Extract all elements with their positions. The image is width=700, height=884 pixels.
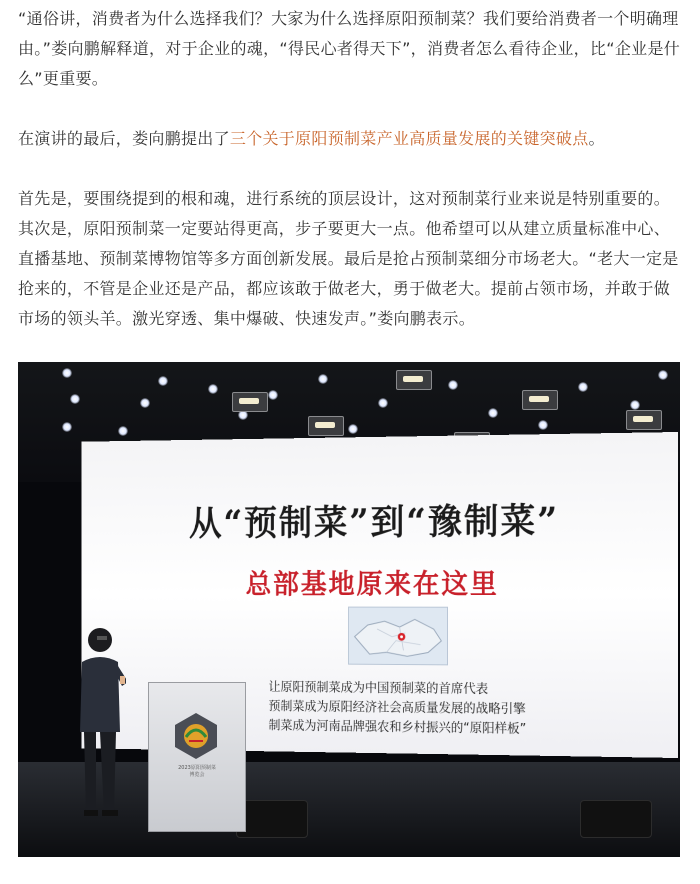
paragraph-conclusion	[18, 124, 605, 154]
stage-light	[348, 424, 358, 434]
stage-light	[578, 382, 588, 392]
stage-monitor-left	[236, 800, 308, 838]
stage-light	[268, 390, 278, 400]
stage-light	[448, 380, 458, 390]
stage-light	[538, 420, 548, 430]
stage-light	[630, 400, 640, 410]
light-fixture	[626, 410, 662, 430]
stage-light	[62, 368, 72, 378]
light-fixture	[396, 370, 432, 390]
screen-line: 制菜成为河南品牌强农和乡村振兴的“原阳样板”	[268, 718, 527, 737]
screen-line: 预制菜成为原阳经济社会高质量发展的战略引擎	[268, 699, 526, 718]
stage-light	[140, 398, 150, 408]
light-fixture	[522, 390, 558, 410]
stage-photo	[18, 362, 680, 857]
paragraph-conclusion-prefix: 在演讲的最后，娄向鹏提出了	[18, 129, 230, 148]
screen-line: 让原阳预制菜成为中国预制菜的首席代表	[268, 680, 489, 698]
highlighted-key-points: 三个关于原阳预制菜产业高质量发展的关键突破点	[229, 129, 589, 148]
podium-caption	[149, 765, 245, 779]
paragraph-conclusion-suffix: 。	[588, 129, 605, 148]
podium-caption-line: 博览会	[189, 772, 205, 778]
stage-light	[658, 370, 668, 380]
screen-subtitle: 总部基地原来在这里	[245, 567, 499, 600]
podium-caption-line: 2023原阳预制菜	[178, 765, 216, 771]
podium	[148, 682, 246, 832]
stage-light	[158, 376, 168, 386]
stage-light	[378, 398, 388, 408]
screen-bullet-list	[269, 678, 631, 741]
screen-title: 从“预制菜”到“豫制菜”	[188, 500, 560, 544]
paragraph-three-points: 首先是，要围绕提到的根和魂，进行系统的顶层设计，这对预制菜行业来说是特别重要的。其次是，原阳预制菜一定要站得更高，步子要更大一点。他希望可以从建立质量标准中心、直播基地、预制菜博物馆等多方面创新发展。最后是抢占预制菜细分市场老大。“老大一定是抢来的，不管是企业还是产品，都应该敢于做老大，勇于做老大。提前占领市场，并敢于做市场的领头羊。激光穿透、集中爆破、快速发声。”娄向鹏表示。	[18, 189, 679, 328]
stage-light	[70, 394, 80, 404]
map-graphic	[348, 607, 448, 666]
podium-logo-icon	[171, 711, 221, 761]
light-fixture	[232, 392, 268, 412]
stage-light	[318, 374, 328, 384]
map-icon	[349, 608, 447, 665]
stage-light	[488, 408, 498, 418]
paragraph-quote: “通俗讲，消费者为什么选择我们？大家为什么选择原阳预制菜？我们要给消费者一个明确理由。”娄向鹏解释道，对于企业的魂，“得民心者得天下”，消费者怎么看待企业，比“企业是什么”更重要。	[18, 9, 681, 88]
stage-light	[118, 426, 128, 436]
light-fixture	[308, 416, 344, 436]
stage-monitor-right	[580, 800, 652, 838]
speaker-figure	[70, 622, 126, 822]
stage-light	[62, 422, 72, 432]
stage-light	[208, 384, 218, 394]
